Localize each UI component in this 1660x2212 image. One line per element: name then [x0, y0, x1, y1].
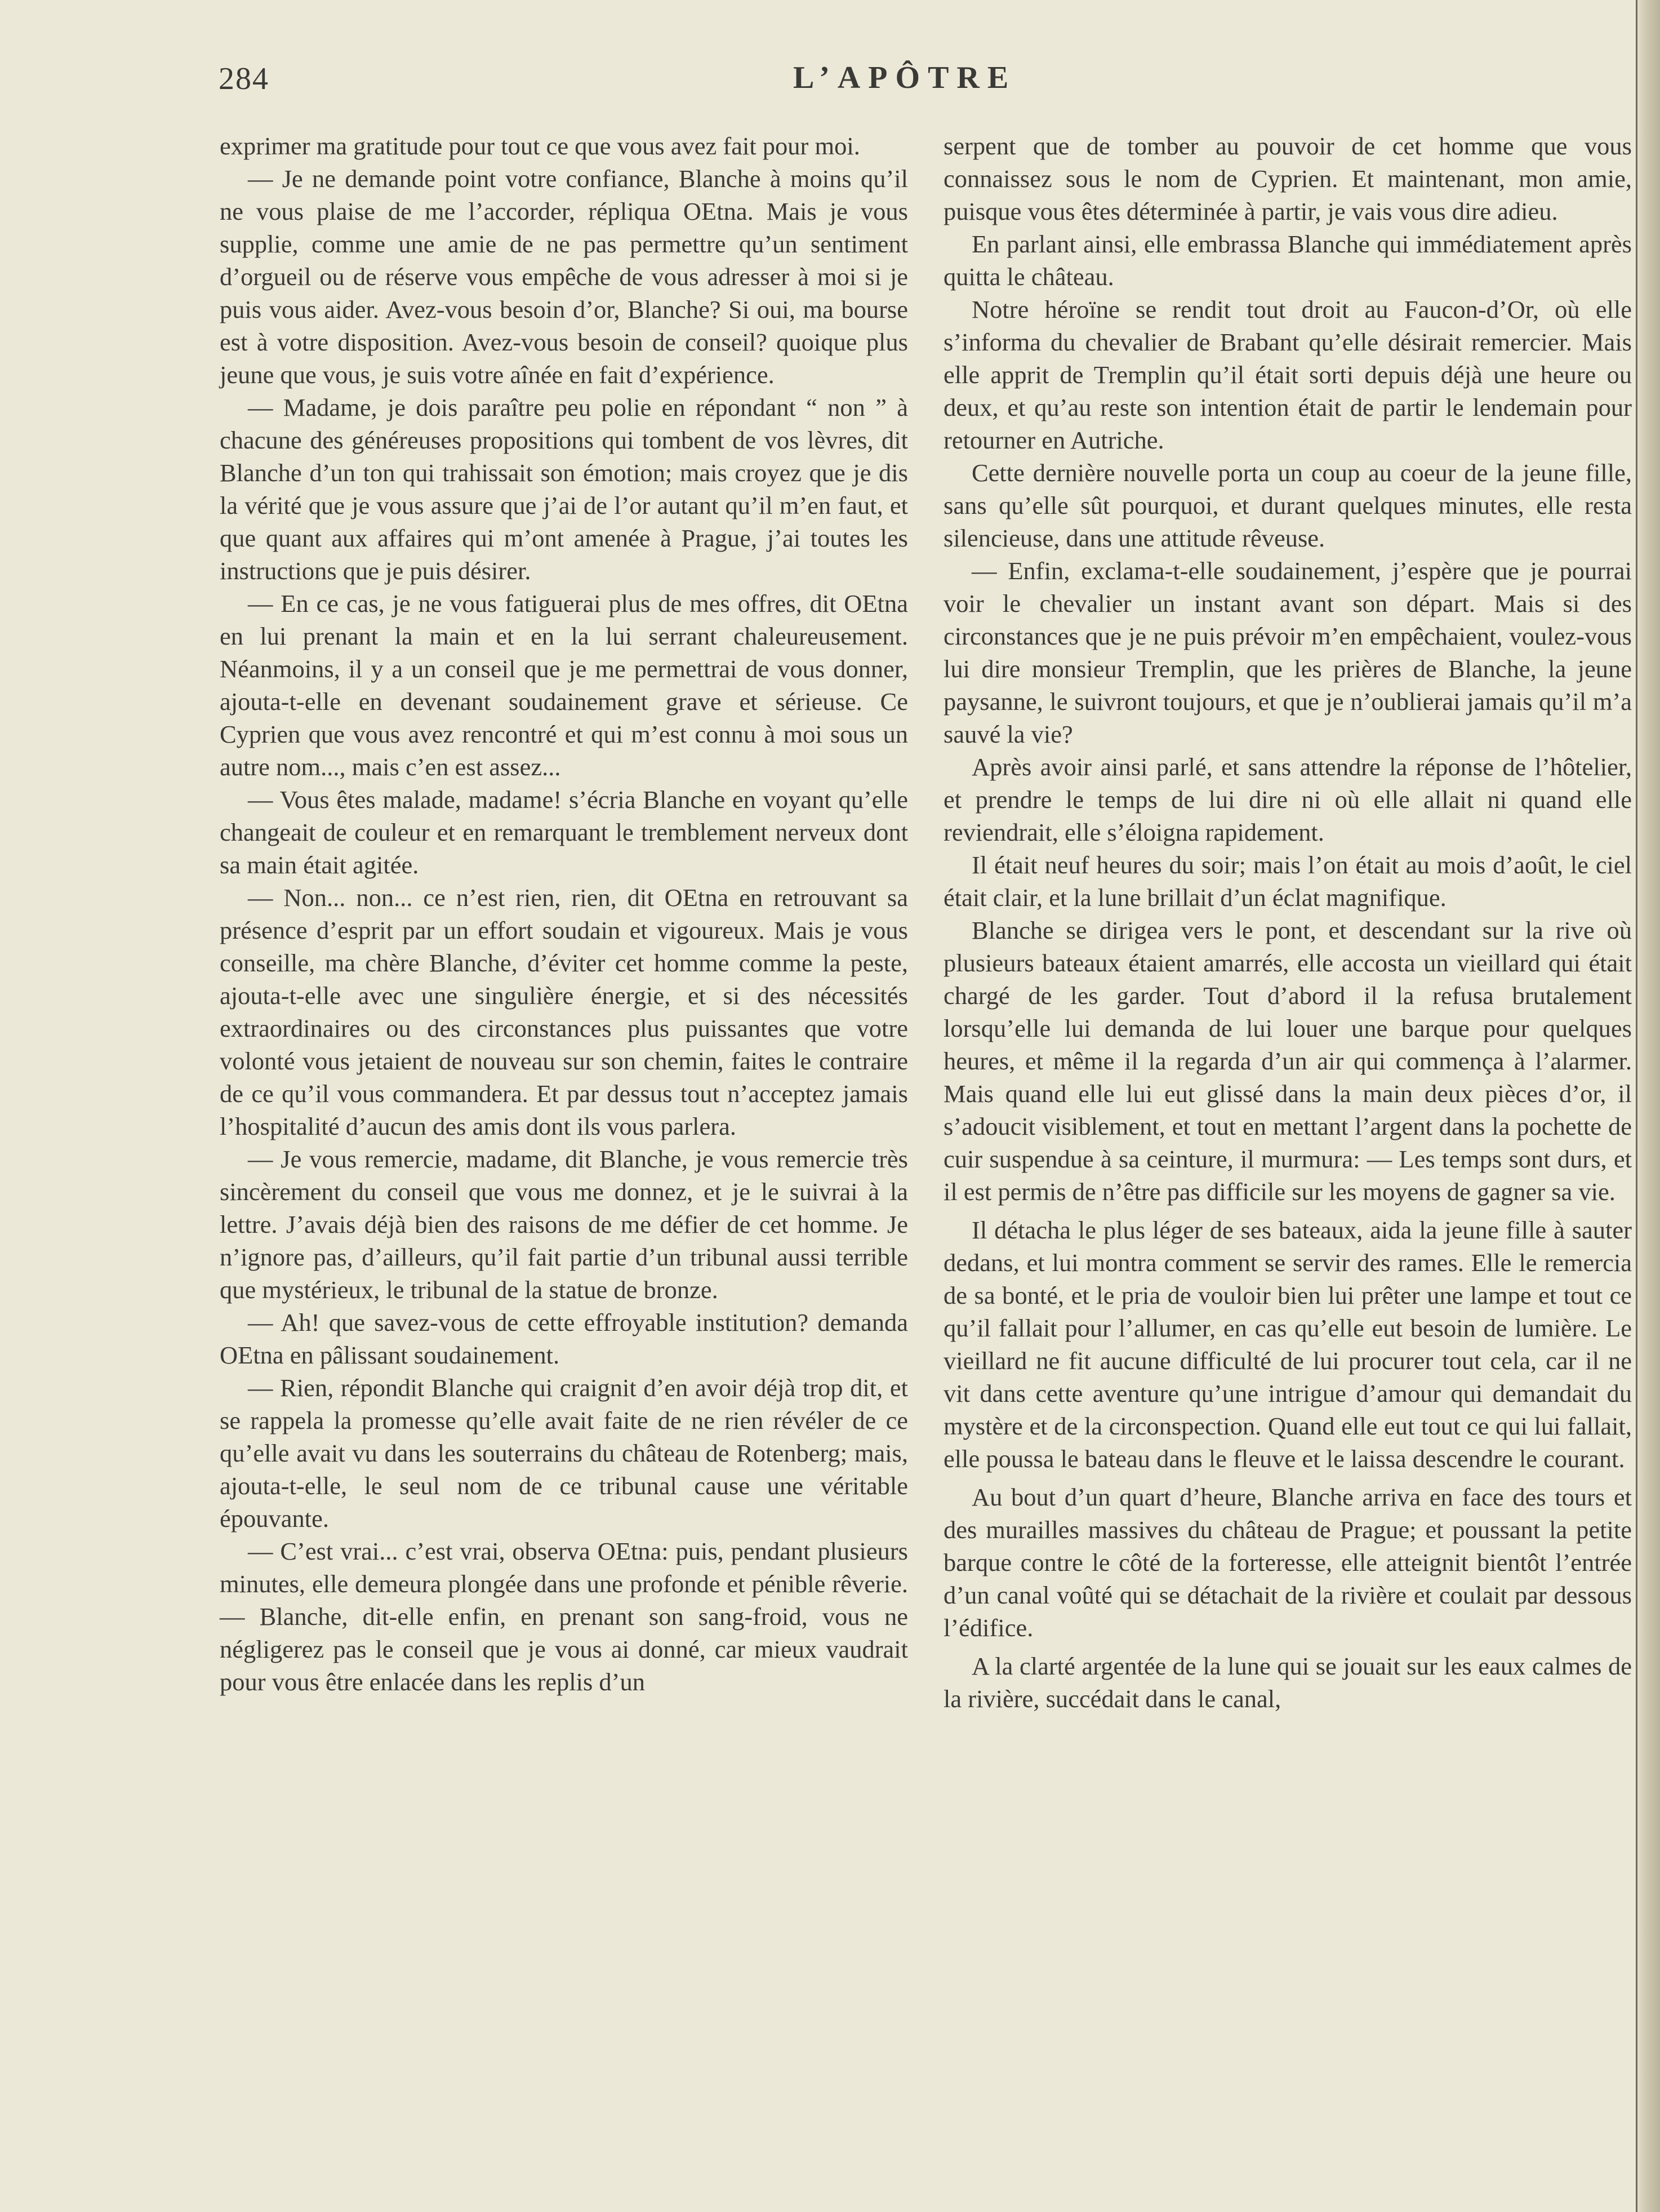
paragraph: — Ah! que savez-vous de cette effroyable institution? demanda OEtna en pâlissant soudainement.: [220, 1308, 908, 1369]
paragraph: — C’est vrai... c’est vrai, observa OEtna: puis, pendant plusieurs minutes, elle demeura plongée dans une profonde et pénible rêverie.— Blanche, dit-elle enfin, en prenant son sang-froid, vous ne négligerez pas le conseil que je vous ai donné, car mieux vaudrait pour vous être enlacée dans les replis d’un: [220, 1537, 908, 1696]
paragraph: — Madame, je dois paraître peu polie en répondant “ non ” à chacune des généreuses propositions qui tombent de vos lèvres, dit Blanche d’un ton qui trahissait son émotion; mais croyez que je dis la vérité que je vous assure que j’ai de l’or autant qu’il m’en faut, et que quant aux affaires qui m’ont amenée à Prague, j’ai toutes les instructions que je puis désirer.: [220, 393, 908, 585]
paragraph: Notre héroïne se rendit tout droit au Faucon-d’Or, où elle s’informa du chevalier de Brabant qu’elle désirait remercier. Mais elle apprit de Tremplin qu’il était sorti depuis déjà une heure ou deux, et qu’au reste son intention était de partir le lendemain pour retourner en Autriche.: [944, 295, 1632, 454]
paragraph: — En ce cas, je ne vous fatiguerai plus de mes offres, dit OEtna en lui prenant la main et en la lui serrant chaleureusement. Néanmoins, il y a un conseil que je me permettrai de vous donner, ajouta-t-elle en devenant soudainement grave et sérieuse. Ce Cyprien que vous avez rencontré et qui m’est connu à moi sous un autre nom..., mais c’en est assez...: [220, 589, 908, 781]
page-gutter-line: [1636, 0, 1637, 2212]
paragraph: — Vous êtes malade, madame! s’écria Blanche en voyant qu’elle changeait de couleur et en remarquant le tremblement nerveux dont sa main était agitée.: [220, 785, 908, 879]
page-number: 284: [219, 61, 269, 96]
paragraph: En parlant ainsi, elle embrassa Blanche qui immédiatement après quitta le château.: [944, 230, 1632, 291]
paragraph: — Enfin, exclama-t-elle soudainement, j’espère que je pourrai voir le chevalier un instant avant son départ. Mais si des circonstances que je ne puis prévoir m’en empêchaient, voulez-vous lui dire monsieur Tremplin, que les prières de Blanche, la jeune paysanne, le suivront toujours, et que je n’oublierai jamais qu’il m’a sauvé la vie?: [944, 557, 1632, 748]
paragraph: — Je ne demande point votre confiance, Blanche à moins qu’il ne vous plaise de me l’accorder, répliqua OEtna. Mais je vous supplie, comme une amie de ne pas permettre qu’un sentiment d’orgueil ou de réserve vous empêche de vous adresser à moi si je puis vous aider. Avez-vous besoin d’or, Blanche? Si oui, ma bourse est à votre disposition. Avez-vous besoin de conseil? quoique plus jeune que vous, je suis votre aînée en fait d’expérience.: [220, 165, 908, 389]
paragraph: Il était neuf heures du soir; mais l’on était au mois d’août, le ciel était clair, et la lune brillait d’un éclat magnifique.: [944, 851, 1632, 912]
paragraph: exprimer ma gratitude pour tout ce que vous avez fait pour moi.: [220, 132, 860, 160]
right-text-column: [944, 130, 1632, 1715]
left-text-column: [220, 130, 908, 1698]
paragraph: Au bout d’un quart d’heure, Blanche arriva en face des tours et des murailles massives du château de Prague; et poussant la petite barque contre le côté de la forteresse, elle atteignit bientôt l’entrée d’un canal voûté qui se détachait de la rivière et coulait par dessous l’édifice.: [944, 1483, 1632, 1642]
paragraph: Cette dernière nouvelle porta un coup au coeur de la jeune fille, sans qu’elle sût pourquoi, et durant quelques minutes, elle resta silencieuse, dans une attitude rêveuse.: [944, 459, 1632, 552]
paragraph: Blanche se dirigea vers le pont, et descendant sur la rive où plusieurs bateaux étaient amarrés, elle accosta un vieillard qui était chargé de les garder. Tout d’abord il la refusa brutalement lorsqu’elle lui demanda de lui louer une barque pour quelques heures, et même il la regarda d’un air qui commença à l’alarmer. Mais quand elle lui eut glissé dans la main deux pièces d’or, il s’adoucit visiblement, et tout en mettant l’argent dans la pochette de cuir suspendue à sa ceinture, il murmura: — Les temps sont durs, et il est permis de n’être pas difficile sur les moyens de gagner sa vie.: [944, 916, 1632, 1206]
paragraph: A la clarté argentée de la lune qui se jouait sur les eaux calmes de la rivière, succédait dans le canal,: [944, 1652, 1632, 1713]
page-gutter-shadow: [1636, 0, 1660, 2212]
paragraph: Il détacha le plus léger de ses bateaux, aida la jeune fille à sauter dedans, et lui montra comment se servir des rames. Elle le remercia de sa bonté, et le pria de vouloir bien lui prêter une lampe et tout ce qu’il fallait pour l’allumer, en cas qu’elle eut besoin de lumière. Le vieillard ne fit aucune difficulté de lui procurer tout cela, car il ne vit dans cette aventure qu’une intrigue d’amour qui demandait du mystère et de la circonspection. Quand elle eut tout ce qui lui fallait, elle poussa le bateau dans le fleuve et le laissa descendre le courant.: [944, 1216, 1632, 1473]
paragraph: — Je vous remercie, madame, dit Blanche, je vous remercie très sincèrement du conseil que vous me donnez, et je le suivrai à la lettre. J’avais déjà bien des raisons de me défier de cet homme. Je n’ignore pas, d’ailleurs, qu’il fait partie d’un tribunal aussi terrible que mystérieux, le tribunal de la statue de bronze.: [220, 1145, 908, 1304]
page-header: [219, 56, 1638, 101]
paragraph: — Non... non... ce n’est rien, rien, dit OEtna en retrouvant sa présence d’esprit par un effort soudain et vigoureux. Mais je vous conseille, ma chère Blanche, d’éviter cet homme comme la peste, ajouta-t-elle avec une singulière énergie, et si des nécessités extraordinaires ou des circonstances plus puissantes que votre volonté vous jetaient de nouveau sur son chemin, faites le contraire de ce qu’il vous commandera. Et par dessus tout n’acceptez jamais l’hospitalité d’aucun des amis dont ils vous parlera.: [220, 883, 908, 1140]
paragraph: — Rien, répondit Blanche qui craignit d’en avoir déjà trop dit, et se rappela la promesse qu’elle avait faite de ne rien révéler de ce qu’elle avait vu dans les souterrains du château de Rotenberg; mais, ajouta-t-elle, le seul nom de ce tribunal cause une véritable épouvante.: [220, 1374, 908, 1533]
paragraph: Après avoir ainsi parlé, et sans attendre la réponse de l’hôtelier, et prendre le temps de lui dire ni où elle allait ni quand elle reviendrait, elle s’éloigna rapidement.: [944, 753, 1632, 846]
paragraph: serpent que de tomber au pouvoir de cet homme que vous connaissez sous le nom de Cyprien. Et maintenant, mon amie, puisque vous êtes déterminée à partir, je vais vous dire adieu.: [944, 132, 1632, 225]
running-title: L’APÔTRE: [793, 60, 1017, 95]
